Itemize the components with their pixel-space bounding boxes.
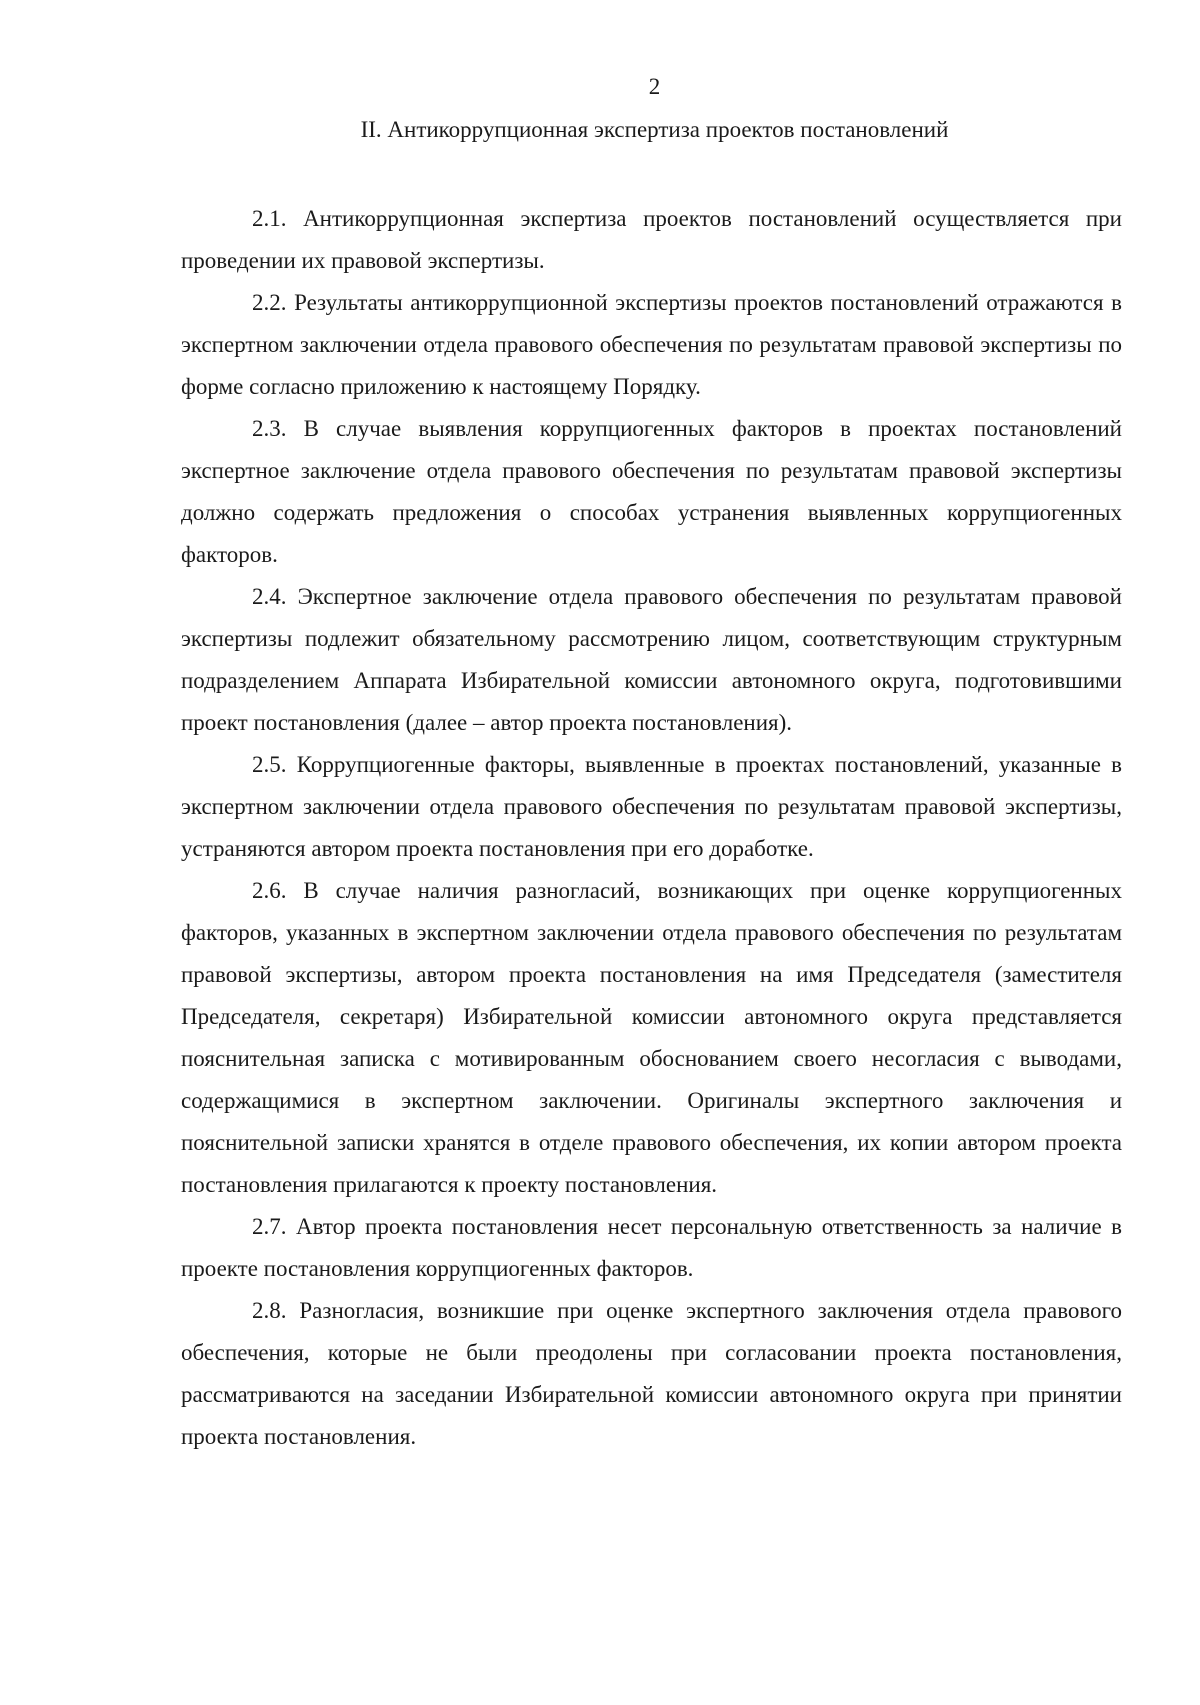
- paragraph-2-4: 2.4. Экспертное заключение отдела правового обеспечения по результатам правовой экспертизы подлежит обязательному рассмотрению лицом, соответствующим структурным подразделением Аппарата Избирательной комиссии автономного округа, подготовившими проект постановления (далее – автор проекта постановления).: [181, 584, 1122, 735]
- paragraph-2-8: 2.8. Разногласия, возникшие при оценке экспертного заключения отдела правового обеспечения, которые не были преодолены при согласовании проекта постановления, рассматриваются на заседании Избирательной комиссии автономного округа при принятии проекта постановления.: [181, 1298, 1122, 1449]
- paragraph-2-5: 2.5. Коррупциогенные факторы, выявленные в проектах постановлений, указанные в экспертном заключении отдела правового обеспечения по результатам правовой экспертизы, устраняются автором проекта постановления при его доработке.: [181, 752, 1122, 861]
- paragraph-2-7: 2.7. Автор проекта постановления несет персональную ответственность за наличие в проекте постановления коррупциогенных факторов.: [181, 1214, 1122, 1281]
- page-number: 2: [648, 74, 661, 99]
- paragraph-2-6: 2.6. В случае наличия разногласий, возникающих при оценке коррупциогенных факторов, указанных в экспертном заключении отдела правового обеспечения по результатам правовой экспертизы, автором проекта постановления на имя Председателя (заместителя Председателя, секретаря) Избирательной комиссии автономного округа представляется пояснительная записка с мотивированным обоснованием своего несогласия с выводами, содержащимися в экспертном заключении. Оригиналы экспертного заключения и пояснительной записки хранятся в отделе правового обеспечения, их копии автором проекта постановления прилагаются к проекту постановления.: [181, 878, 1122, 1197]
- section-heading: II. Антикоррупционная экспертиза проектов постановлений: [360, 117, 949, 142]
- document-body: [181, 198, 1122, 1458]
- paragraph-2-3: 2.3. В случае выявления коррупциогенных факторов в проектах постановлений экспертное заключение отдела правового обеспечения по результатам правовой экспертизы должно содержать предложения о способах устранения выявленных коррупциогенных факторов.: [181, 416, 1122, 567]
- paragraph-2-2: 2.2. Результаты антикоррупционной экспертизы проектов постановлений отражаются в экспертном заключении отдела правового обеспечения по результатам правовой экспертизы по форме согласно приложению к настоящему Порядку.: [181, 290, 1122, 399]
- paragraph-2-1: 2.1. Антикоррупционная экспертиза проектов постановлений осуществляется при проведении их правовой экспертизы.: [181, 206, 1122, 273]
